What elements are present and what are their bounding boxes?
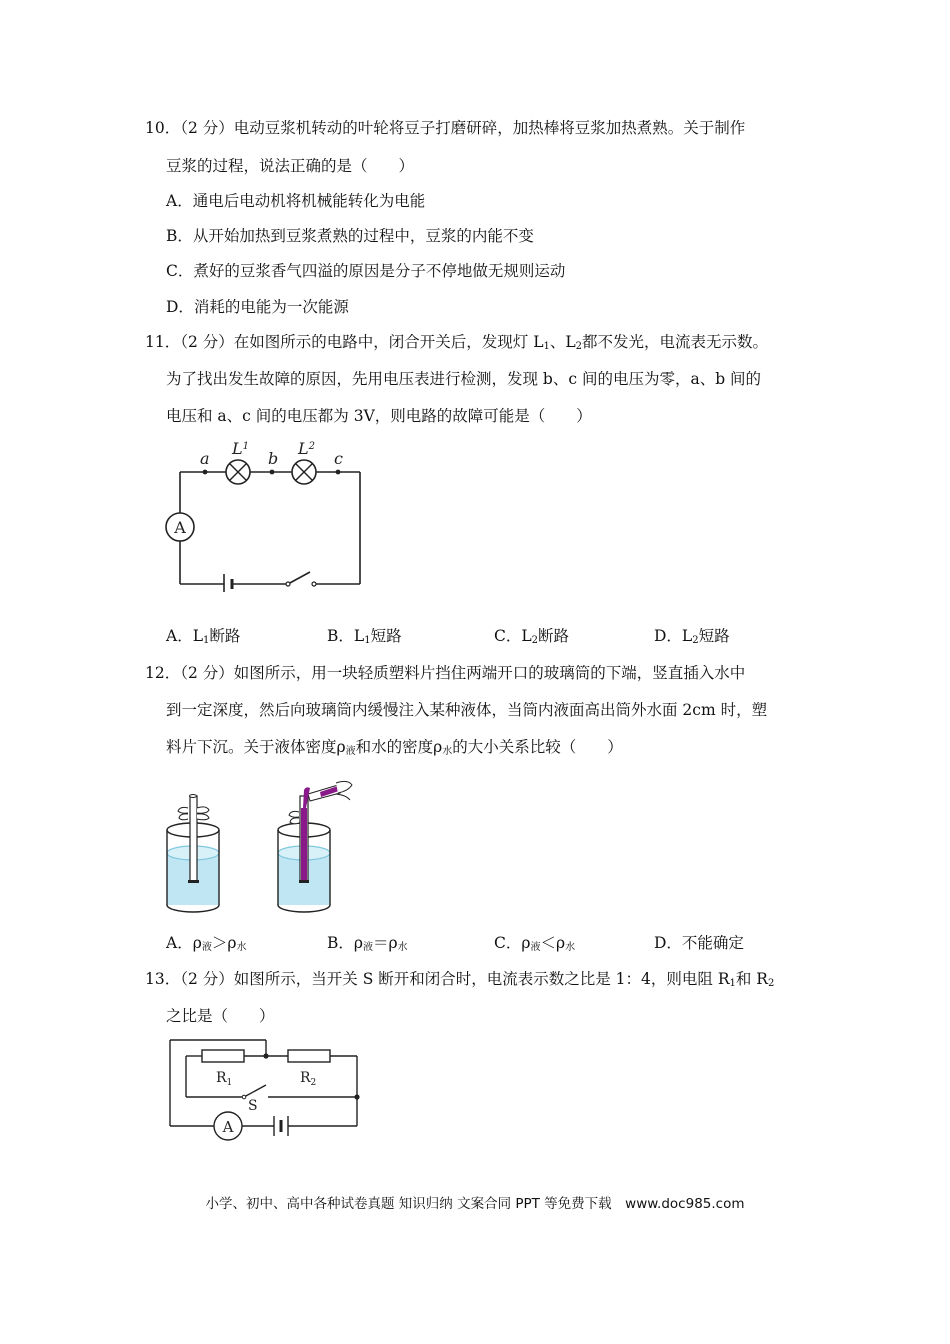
junction-top (263, 1053, 268, 1058)
node-c (336, 470, 341, 475)
q10-stem-line1: 10．（2 分）电动豆浆机转动的叶轮将豆子打磨研碎，加热棒将豆浆加热煮熟。关于制作 (145, 119, 746, 137)
resistor-r1 (202, 1050, 244, 1062)
lamp-l2-icon (292, 460, 316, 484)
node-b (270, 470, 275, 475)
label-l1: $L^1$ (232, 439, 249, 458)
q12-option-a: A．$\rho_液>\rho_水$ (166, 934, 247, 953)
label-s: S (248, 1098, 258, 1114)
q12-stem-line3: 料片下沉。关于液体密度$\rho_液$和水的密度$\rho_水$的大小关系比较（ ） (166, 738, 623, 757)
node-a (203, 470, 208, 475)
label-l2: $L^2$ (298, 439, 315, 458)
q11-stem-line1: 11．（2 分）在如图所示的电路中，闭合开关后，发现灯 $L_1$、$L_2$都不发光，电流表无示数。 (145, 333, 769, 352)
right-beaker (278, 781, 352, 912)
switch-contact-left (286, 582, 290, 586)
q11-option-a: A．$L_1$断路 (166, 627, 241, 646)
junction-right (354, 1094, 359, 1099)
q11-option-d: D．$L_2$短路 (654, 627, 730, 646)
q12-option-d: D．不能确定 (654, 934, 744, 952)
pouring-test-tube (303, 781, 352, 808)
q11-option-c: C．$L_2$断路 (494, 627, 570, 646)
q10-option-b: B．从开始加热到豆浆煮熟的过程中，豆浆的内能不变 (166, 227, 534, 245)
lamp-l1-icon (226, 460, 250, 484)
ammeter-icon (214, 1112, 242, 1140)
svg-text:A: A (222, 1118, 234, 1136)
q13-stem-line2: 之比是（ ） (166, 1007, 275, 1025)
q11-stem-line3: 电压和 a、c 间的电压都为 3V，则电路的故障可能是（ ） (166, 407, 592, 425)
q12-option-c: C．$\rho_液<\rho_水$ (494, 934, 576, 953)
label-c: c (334, 449, 343, 468)
label-r1: $R_1$ (216, 1070, 233, 1088)
q12-stem-line1: 12．（2 分）如图所示，用一块轻质塑料片挡住两端开口的玻璃筒的下端，竖直插入水中 (145, 664, 746, 682)
q10-stem-line2: 豆浆的过程，说法正确的是（ ） (166, 157, 415, 175)
q12-cylinder-diagram (160, 768, 375, 920)
resistor-r2 (288, 1050, 330, 1062)
label-a: a (200, 449, 210, 468)
page-footer: 小学、初中、高中各种试卷真题 知识归纳 文案合同 PPT 等免费下载 www.doc985.com (205, 1196, 745, 1212)
left-beaker (167, 795, 219, 913)
label-r2: $R_2$ (300, 1070, 317, 1088)
q10-option-c: C．煮好的豆浆香气四溢的原因是分子不停地做无规则运动 (166, 262, 566, 280)
q13-circuit-diagram (162, 1034, 367, 1146)
label-b: b (268, 449, 279, 468)
q10-option-d: D．消耗的电能为一次能源 (166, 298, 349, 316)
q11-option-b: B．$L_1$短路 (327, 627, 402, 646)
svg-text:A: A (174, 518, 186, 537)
q12-option-b: B．$\rho_液=\rho_水$ (327, 934, 408, 953)
q10-option-a: A．通电后电动机将机械能转化为电能 (166, 192, 426, 210)
q12-stem-line2: 到一定深度，然后向玻璃筒内缓慢注入某种液体，当筒内液面高出筒外水面 2cm 时，塑 (166, 701, 768, 719)
q13-stem-line1: 13．（2 分）如图所示，当开关 S 断开和闭合时，电流表示数之比是 1：4，则电阻 $R_1$和 $R_2$ (145, 970, 775, 989)
q11-stem-line2: 为了找出发生故障的原因，先用电压表进行检测，发现 b、c 间的电压为零，a、b 间的 (166, 370, 762, 388)
switch-contact (242, 1095, 246, 1099)
switch-contact-right (312, 582, 316, 586)
q11-circuit-diagram (160, 432, 375, 592)
ammeter-icon (166, 513, 194, 541)
